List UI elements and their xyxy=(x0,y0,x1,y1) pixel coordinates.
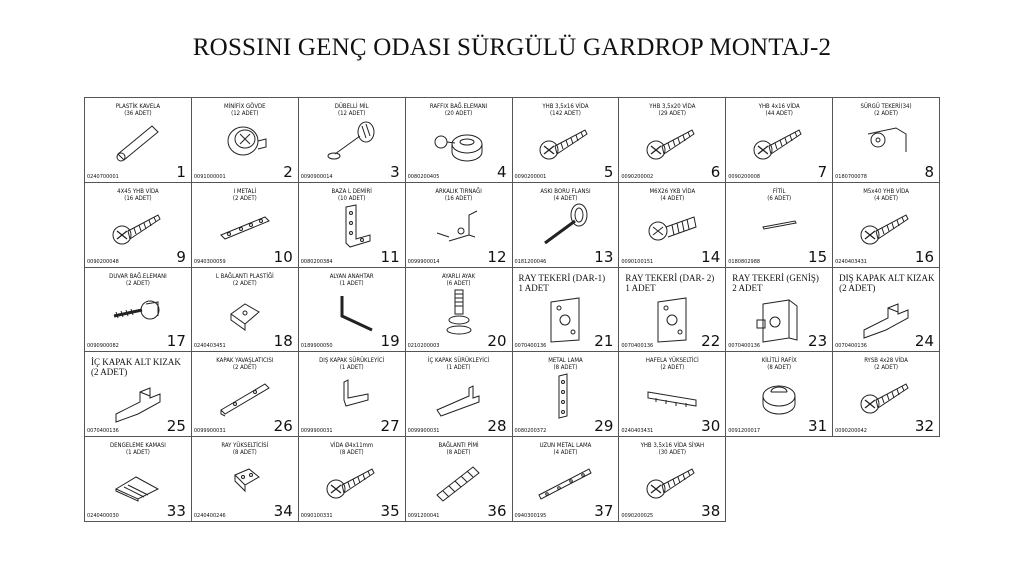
part-code: 0090900082 xyxy=(87,343,119,350)
part-cell-31 xyxy=(726,352,833,437)
part-name: DENGELEME KAMASI (1 ADET) xyxy=(109,442,166,457)
part-name: FİTİL (6 ADET) xyxy=(767,187,792,202)
part-cell-24 xyxy=(833,268,940,353)
part-code: 0180802988 xyxy=(728,258,761,265)
part-number: 30 xyxy=(701,417,721,436)
minifix-body-icon xyxy=(192,116,298,174)
part-cell-22 xyxy=(619,268,726,353)
part-name: RAY TEKERİ (GENİŞ) 2 ADET xyxy=(732,272,819,293)
part-name: HAFELA YÜKSELTİCİ (2 ADET) xyxy=(645,357,699,372)
part-number: 24 xyxy=(914,332,934,351)
part-cell-33 xyxy=(85,437,192,522)
part-code: 0240400030 xyxy=(87,513,119,519)
part-code: 0070400136 xyxy=(621,343,654,350)
part-code: 0090200008 xyxy=(728,173,761,180)
part-code: 0210200003 xyxy=(407,343,440,350)
part-code: 0070400136 xyxy=(728,343,761,350)
part-number: 35 xyxy=(380,502,400,520)
part-cell-15 xyxy=(726,183,833,268)
part-code: 0090200002 xyxy=(621,173,654,180)
part-name: DIŞ KAPAK ALT KIZAK (2 ADET) xyxy=(839,272,935,293)
part-number: 23 xyxy=(808,332,828,351)
part-cell-29 xyxy=(513,352,620,437)
part-number: 8 xyxy=(924,162,934,181)
part-cell-5 xyxy=(513,98,620,183)
part-code: 0080200405 xyxy=(407,173,440,180)
part-name: YHB 4x16 VİDA (44 ADET) xyxy=(758,103,800,117)
part-cell-38 xyxy=(619,437,726,522)
part-number: 7 xyxy=(817,162,828,181)
part-name: İÇ KAPAK SÜRÜKLEYİCİ (1 ADET) xyxy=(427,357,490,372)
part-number: 33 xyxy=(166,502,186,520)
part-name: KAPAK YAVAŞLATICISI (2 ADET) xyxy=(216,357,274,372)
part-number: 13 xyxy=(594,247,614,266)
part-number: 12 xyxy=(487,247,507,266)
part-code: 0070400136 xyxy=(87,428,119,435)
part-cell-16 xyxy=(833,183,940,268)
part-name: VİDA Ø4x11mm (8 ADET) xyxy=(330,442,374,457)
part-cell-27 xyxy=(299,352,406,437)
part-number: 32 xyxy=(914,417,934,436)
part-number: 4 xyxy=(496,162,507,181)
screw-icon xyxy=(726,116,832,174)
dowel-icon xyxy=(85,116,191,174)
part-name: 4X45 YHB VİDA (16 ADET) xyxy=(117,187,159,202)
part-code: 0189900050 xyxy=(300,343,333,350)
part-code: 0091200041 xyxy=(407,513,440,519)
part-name: ALYAN ANAHTAR (1 ADET) xyxy=(329,272,374,287)
part-number: 27 xyxy=(380,417,400,436)
part-name: BAĞLANTI PİMİ (8 ADET) xyxy=(438,442,479,457)
part-name: RAFFIX BAĞ.ELEMANI (20 ADET) xyxy=(429,103,488,117)
part-name: RAY TEKERİ (DAR-1) 1 ADET xyxy=(518,272,606,293)
part-cell-28 xyxy=(406,352,513,437)
part-cell-19 xyxy=(299,268,406,353)
part-name: ASKI BORU FLANSI (4 ADET) xyxy=(540,187,591,202)
part-name: YHB 3,5x16 VİDA (142 ADET) xyxy=(542,103,589,117)
part-code: 0099900031 xyxy=(407,428,440,435)
part-number: 31 xyxy=(808,417,828,436)
part-cell-32 xyxy=(833,352,940,437)
part-code: 0090100151 xyxy=(621,258,654,265)
part-name: RAY TEKERİ (DAR- 2) 1 ADET xyxy=(625,272,715,293)
part-cell-36 xyxy=(406,437,513,522)
empty-cell xyxy=(833,437,940,522)
part-cell-14 xyxy=(619,183,726,268)
part-number: 11 xyxy=(380,247,400,266)
part-name: DIŞ KAPAK SÜRÜKLEYİCİ (1 ADET) xyxy=(319,357,385,372)
part-name: RYSB 4x28 VİDA (2 ADET) xyxy=(864,357,908,372)
part-cell-23 xyxy=(726,268,833,353)
part-code: 0240403431 xyxy=(621,428,654,435)
part-code: 0090200048 xyxy=(87,258,119,265)
part-code: 0099900031 xyxy=(300,428,333,435)
part-code: 0240403431 xyxy=(835,258,867,265)
part-code: 0090100331 xyxy=(300,513,333,519)
part-code: 0240700001 xyxy=(87,173,119,180)
part-code: 0091200017 xyxy=(728,428,761,435)
part-code: 0080200384 xyxy=(300,258,333,265)
part-number: 14 xyxy=(701,247,721,266)
part-name: M6X26 YKB VİDA (4 ADET) xyxy=(649,187,696,202)
part-number: 21 xyxy=(594,332,614,351)
part-number: 28 xyxy=(487,417,507,436)
part-cell-6 xyxy=(619,98,726,183)
part-name: I METALİ (2 ADET) xyxy=(232,187,257,202)
part-cell-17 xyxy=(85,268,192,353)
empty-cell xyxy=(726,437,833,522)
part-cell-12 xyxy=(406,183,513,268)
part-cell-18 xyxy=(192,268,299,353)
part-code: 0940300195 xyxy=(514,513,547,519)
part-code: 0070400136 xyxy=(835,343,867,350)
part-code: 0240400246 xyxy=(193,513,226,519)
raffix-icon xyxy=(406,116,512,174)
part-number: 18 xyxy=(273,332,293,351)
part-name: YHB 3,5x20 VİDA (29 ADET) xyxy=(649,103,696,117)
page-title: ROSSINI GENÇ ODASI SÜRGÜLÜ GARDROP MONTAJ-2 xyxy=(192,34,832,61)
part-name: SÜRGÜ TEKERİ(34) (2 ADET) xyxy=(860,103,912,117)
part-code: 0070400136 xyxy=(514,343,547,350)
part-name: DÜBELLİ MİL (12 ADET) xyxy=(334,103,369,117)
part-number: 25 xyxy=(166,417,186,436)
part-code: 0080200372 xyxy=(514,428,547,435)
part-code: 0240403451 xyxy=(193,343,226,350)
part-code: 0099900014 xyxy=(407,258,440,265)
part-code: 0940300059 xyxy=(193,258,226,265)
part-name: BAZA L DEMİRİ (10 ADET) xyxy=(331,187,372,202)
part-number: 1 xyxy=(176,162,186,181)
part-number: 38 xyxy=(701,502,721,520)
part-cell-20 xyxy=(406,268,513,353)
part-cell-35 xyxy=(299,437,406,522)
part-cell-37 xyxy=(513,437,620,522)
part-cell-3 xyxy=(299,98,406,183)
part-cell-9 xyxy=(85,183,192,268)
part-cell-34 xyxy=(192,437,299,522)
part-name: AYARLI AYAK (6 ADET) xyxy=(442,272,476,287)
part-number: 22 xyxy=(701,332,721,351)
part-cell-25 xyxy=(85,352,192,437)
part-name: PLASTİK KAVELA (36 ADET) xyxy=(115,103,161,117)
part-number: 26 xyxy=(273,417,293,436)
part-cell-2 xyxy=(192,98,299,183)
part-cell-11 xyxy=(299,183,406,268)
part-name: ARKALIK TIRNAĞI (16 ADET) xyxy=(435,187,482,202)
part-name: L BAĞLANTI PLASTİĞİ (2 ADET) xyxy=(215,272,274,287)
part-code: 0091000001 xyxy=(193,173,226,180)
part-number: 5 xyxy=(603,162,614,181)
part-name: İÇ KAPAK ALT KIZAK (2 ADET) xyxy=(91,357,181,378)
part-cell-26 xyxy=(192,352,299,437)
parts-table xyxy=(84,97,940,522)
part-code: 0090200001 xyxy=(514,173,547,180)
part-name: KİLİTLİ RAFİX (8 ADET) xyxy=(761,357,797,372)
part-cell-1 xyxy=(85,98,192,183)
part-number: 20 xyxy=(487,332,507,351)
screw-icon xyxy=(513,116,619,174)
part-name: M5x40 YHB VİDA (4 ADET) xyxy=(863,187,909,202)
part-name: METAL LAMA (8 ADET) xyxy=(548,357,583,372)
part-code: 0090900014 xyxy=(300,173,333,180)
part-number: 29 xyxy=(594,417,614,436)
part-name: DUVAR BAĞ.ELEMANI (2 ADET) xyxy=(109,272,167,287)
dowel-pin-icon xyxy=(299,116,405,174)
part-cell-7 xyxy=(726,98,833,183)
part-cell-21 xyxy=(513,268,620,353)
part-name: UZUN METAL LAMA (4 ADET) xyxy=(539,442,592,457)
part-number: 9 xyxy=(176,247,186,266)
part-code: 0099900031 xyxy=(193,428,226,435)
part-cell-30 xyxy=(619,352,726,437)
part-cell-4 xyxy=(406,98,513,183)
part-code: 0090200025 xyxy=(621,513,654,519)
part-number: 36 xyxy=(487,502,507,520)
part-number: 10 xyxy=(273,247,293,266)
part-code: 0090200042 xyxy=(835,428,867,435)
part-code: 0180700078 xyxy=(835,173,867,180)
slide-wheel-icon xyxy=(833,116,939,174)
part-number: 15 xyxy=(808,247,828,266)
part-number: 16 xyxy=(914,247,934,266)
part-cell-13 xyxy=(513,183,620,268)
part-number: 3 xyxy=(390,162,400,181)
part-number: 37 xyxy=(594,502,614,520)
screw-icon xyxy=(619,116,725,174)
part-number: 6 xyxy=(710,162,721,181)
part-name: RAY YÜKSELTİCİSİ (8 ADET) xyxy=(221,442,269,457)
part-cell-10 xyxy=(192,183,299,268)
part-code: 0181200046 xyxy=(514,258,547,265)
part-cell-8 xyxy=(833,98,940,183)
part-name: MİNİFİX GÖVDE (12 ADET) xyxy=(224,103,266,117)
part-name: YHB 3,5x16 VİDA SİYAH (30 ADET) xyxy=(640,442,705,457)
part-number: 17 xyxy=(166,332,186,351)
part-number: 2 xyxy=(283,162,293,181)
part-number: 19 xyxy=(380,332,400,351)
screw-icon xyxy=(85,201,191,259)
part-number: 34 xyxy=(273,502,293,520)
